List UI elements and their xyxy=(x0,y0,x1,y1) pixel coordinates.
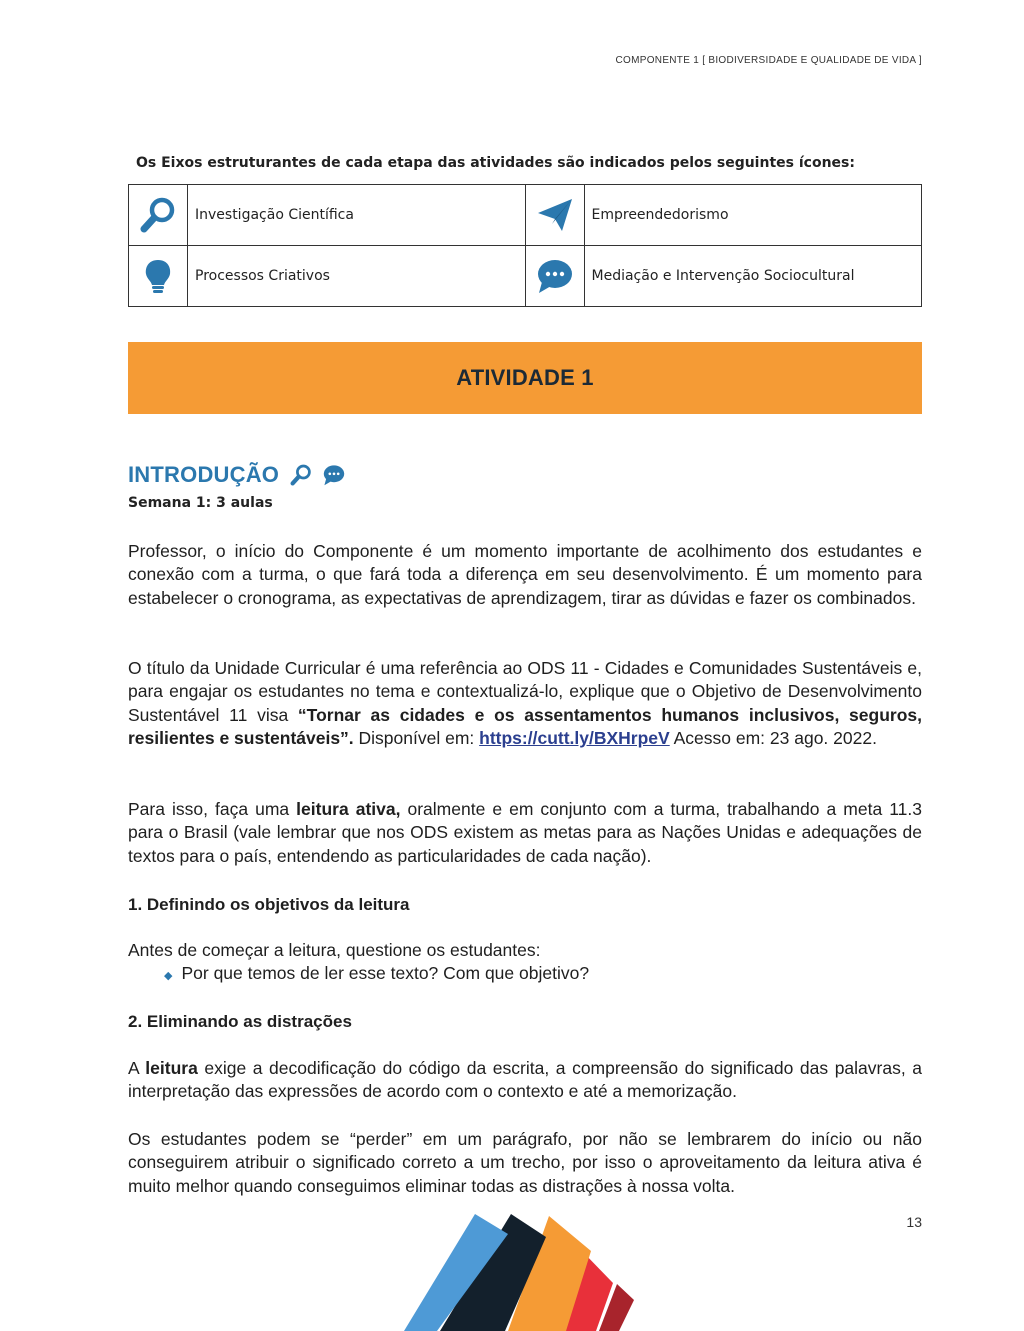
activity-title: ATIVIDADE 1 xyxy=(456,365,594,390)
bold-text: leitura xyxy=(145,1058,198,1078)
paragraph-text: Os estudantes podem se “perder” em um parágrafo, por não se lembrarem do início ou não conseguirem atribuir o significado correto a um trecho, por isso o aproveitamento da leitura ativa é muito melhor quando conseguimos eliminar todas as distrações à nossa volta. xyxy=(128,1129,922,1196)
bold-text: leitura ativa, xyxy=(296,799,401,819)
text-run: Acesso em: 23 ago. 2022. xyxy=(669,727,877,748)
source-link[interactable]: https://cutt.ly/BXHrpeV xyxy=(479,727,670,748)
paragraph-text: Antes de começar a leitura, questione os estudantes: xyxy=(128,940,541,960)
legend-label: Processos Criativos xyxy=(188,246,526,307)
legend-label: Investigação Científica xyxy=(188,185,526,246)
text-run: Para isso, faça uma xyxy=(128,799,297,819)
text-run: O título da Unidade Curricular é uma referência ao ODS 11 - Cidades e Comunidades Sustentáveis e, para engajar os estudantes no tema e contextualizá-lo, explique que o Objetivo de Desenvolvimento Sustentável 11 visa xyxy=(128,658,922,725)
section-title: INTRODUÇÃO xyxy=(128,462,280,487)
running-header: COMPONENTE 1 [ BIODIVERSIDADE E QUALIDADE DE VIDA ] xyxy=(615,55,922,66)
quote-text: “Tornar as cidades e os assentamentos humanos inclusivos, seguros, resilientes e sustentáveis”. xyxy=(128,704,922,748)
text-run: Disponível em: xyxy=(353,727,480,748)
paragraph-text: Professor, o início do Componente é um momento importante de acolhimento dos estudantes e conexão com a turma, o que fará toda a diferença em seu desenvolvimento. É um momento para estabelecer o cronograma, as expectativas de aprendizagem, tirar as dúvidas e fazer os combinados. xyxy=(128,541,922,608)
subheading-2: 2. Eliminando as distrações xyxy=(128,1012,352,1031)
subheading-1: 1. Definindo os objetivos da leitura xyxy=(128,895,410,914)
legend-label: Mediação e Intervenção Sociocultural xyxy=(584,246,922,307)
legend-label: Empreendedorismo xyxy=(584,185,922,246)
legend-heading: Os Eixos estruturantes de cada etapa das atividades são indicados pelos seguintes ícones: xyxy=(136,155,855,171)
bullet-icon: ◆ xyxy=(164,970,173,983)
list-item-text: Por que temos de ler esse texto? Com que objetivo? xyxy=(181,963,590,984)
text-run: oralmente e em conjunto com a turma, trabalhando a meta 11.3 para o Brasil (vale lembrar que nos ODS existem as metas para as Nações Unidas e adequações de textos para o país, entendendo as particularidades de cada nação). xyxy=(128,799,922,866)
text-run: A xyxy=(128,1058,146,1078)
page-number: 13 xyxy=(906,1214,922,1230)
text-run: exige a decodificação do código da escrita, a compreensão do significado das palavras, a interpretação das expressões de acordo com o contexto e até a memorização. xyxy=(128,1058,923,1102)
week-label: Semana 1: 3 aulas xyxy=(128,495,273,511)
